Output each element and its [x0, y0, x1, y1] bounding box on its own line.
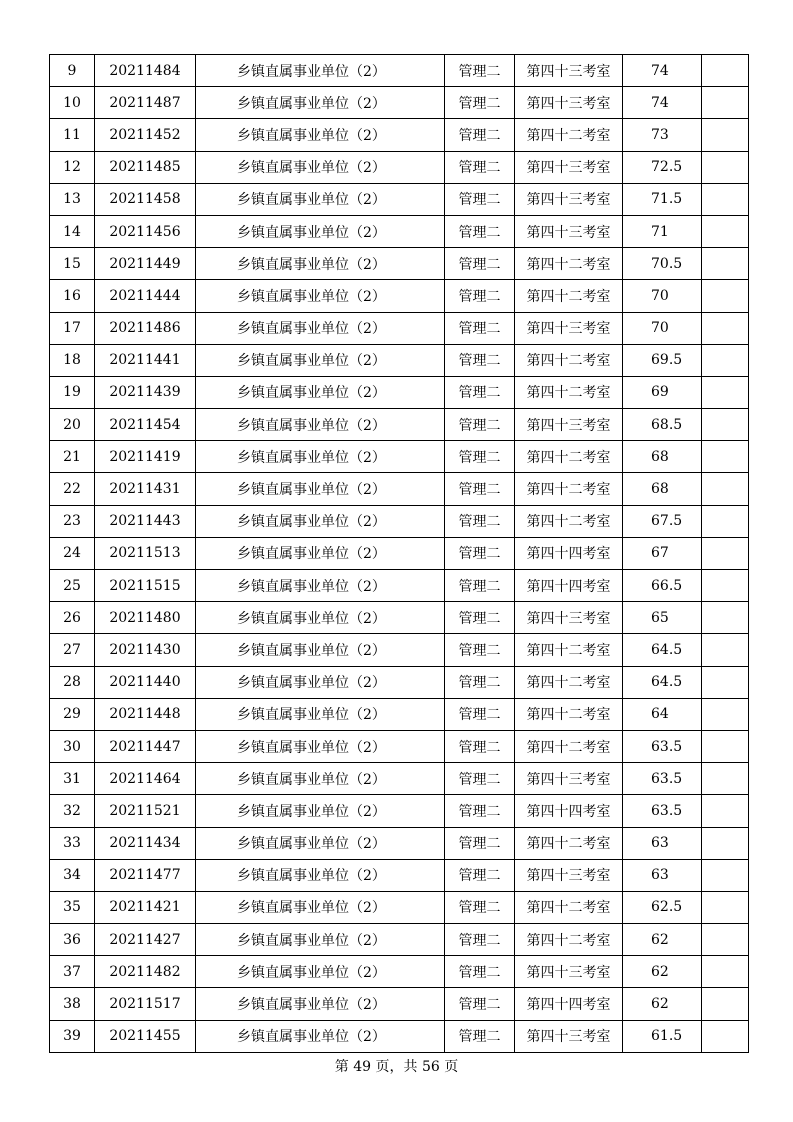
ticket-number-cell: 20211427 — [95, 924, 196, 956]
remark-cell — [702, 956, 749, 988]
score-cell: 63.5 — [623, 763, 702, 795]
remark-cell — [702, 87, 749, 119]
row-number-cell: 28 — [50, 666, 95, 698]
remark-cell — [702, 151, 749, 183]
unit-name-cell: 乡镇直属事业单位（2） — [196, 473, 445, 505]
row-number-cell: 14 — [50, 215, 95, 247]
ticket-number-cell: 20211421 — [95, 891, 196, 923]
remark-cell — [702, 537, 749, 569]
ticket-number-cell: 20211448 — [95, 698, 196, 730]
exam-room-cell: 第四十三考室 — [515, 763, 623, 795]
row-number-cell: 30 — [50, 730, 95, 762]
ticket-number-cell: 20211480 — [95, 602, 196, 634]
exam-room-cell: 第四十三考室 — [515, 55, 623, 87]
position-cell: 管理二 — [445, 602, 515, 634]
table-row — [50, 183, 749, 215]
exam-room-cell: 第四十二考室 — [515, 280, 623, 312]
unit-name-cell: 乡镇直属事业单位（2） — [196, 859, 445, 891]
table-row — [50, 924, 749, 956]
row-number-cell: 26 — [50, 602, 95, 634]
exam-room-cell: 第四十三考室 — [515, 312, 623, 344]
ticket-number-cell: 20211434 — [95, 827, 196, 859]
table-row — [50, 827, 749, 859]
unit-name-cell: 乡镇直属事业单位（2） — [196, 280, 445, 312]
row-number-cell: 36 — [50, 924, 95, 956]
position-cell: 管理二 — [445, 634, 515, 666]
unit-name-cell: 乡镇直属事业单位（2） — [196, 666, 445, 698]
exam-room-cell: 第四十二考室 — [515, 924, 623, 956]
exam-room-cell: 第四十四考室 — [515, 795, 623, 827]
unit-name-cell: 乡镇直属事业单位（2） — [196, 248, 445, 280]
unit-name-cell: 乡镇直属事业单位（2） — [196, 312, 445, 344]
score-cell: 63 — [623, 827, 702, 859]
position-cell: 管理二 — [445, 859, 515, 891]
row-number-cell: 18 — [50, 344, 95, 376]
score-cell: 68 — [623, 441, 702, 473]
unit-name-cell: 乡镇直属事业单位（2） — [196, 344, 445, 376]
exam-room-cell: 第四十三考室 — [515, 215, 623, 247]
table-row — [50, 537, 749, 569]
remark-cell — [702, 988, 749, 1020]
row-number-cell: 29 — [50, 698, 95, 730]
table-row — [50, 344, 749, 376]
position-cell: 管理二 — [445, 473, 515, 505]
row-number-cell: 27 — [50, 634, 95, 666]
row-number-cell: 10 — [50, 87, 95, 119]
ticket-number-cell: 20211485 — [95, 151, 196, 183]
row-number-cell: 16 — [50, 280, 95, 312]
position-cell: 管理二 — [445, 795, 515, 827]
score-cell: 69 — [623, 376, 702, 408]
table-body — [50, 55, 749, 1053]
table-row — [50, 891, 749, 923]
table-row — [50, 988, 749, 1020]
row-number-cell: 34 — [50, 859, 95, 891]
exam-room-cell: 第四十二考室 — [515, 505, 623, 537]
exam-room-cell: 第四十二考室 — [515, 827, 623, 859]
unit-name-cell: 乡镇直属事业单位（2） — [196, 698, 445, 730]
row-number-cell: 33 — [50, 827, 95, 859]
score-cell: 62 — [623, 956, 702, 988]
unit-name-cell: 乡镇直属事业单位（2） — [196, 441, 445, 473]
exam-room-cell: 第四十三考室 — [515, 956, 623, 988]
ticket-number-cell: 20211486 — [95, 312, 196, 344]
unit-name-cell: 乡镇直属事业单位（2） — [196, 119, 445, 151]
score-cell: 74 — [623, 55, 702, 87]
ticket-number-cell: 20211454 — [95, 409, 196, 441]
position-cell: 管理二 — [445, 891, 515, 923]
ticket-number-cell: 20211482 — [95, 956, 196, 988]
row-number-cell: 23 — [50, 505, 95, 537]
remark-cell — [702, 376, 749, 408]
position-cell: 管理二 — [445, 215, 515, 247]
table-row — [50, 312, 749, 344]
table-row — [50, 409, 749, 441]
remark-cell — [702, 280, 749, 312]
position-cell: 管理二 — [445, 55, 515, 87]
table-row — [50, 119, 749, 151]
table-row — [50, 602, 749, 634]
exam-room-cell: 第四十二考室 — [515, 730, 623, 762]
exam-room-cell: 第四十三考室 — [515, 859, 623, 891]
unit-name-cell: 乡镇直属事业单位（2） — [196, 891, 445, 923]
ticket-number-cell: 20211456 — [95, 215, 196, 247]
unit-name-cell: 乡镇直属事业单位（2） — [196, 505, 445, 537]
position-cell: 管理二 — [445, 763, 515, 795]
exam-room-cell: 第四十二考室 — [515, 344, 623, 376]
table-row — [50, 666, 749, 698]
ticket-number-cell: 20211431 — [95, 473, 196, 505]
ticket-number-cell: 20211447 — [95, 730, 196, 762]
row-number-cell: 31 — [50, 763, 95, 795]
position-cell: 管理二 — [445, 441, 515, 473]
ticket-number-cell: 20211464 — [95, 763, 196, 795]
table-row — [50, 698, 749, 730]
table-row — [50, 215, 749, 247]
position-cell: 管理二 — [445, 344, 515, 376]
row-number-cell: 37 — [50, 956, 95, 988]
position-cell: 管理二 — [445, 151, 515, 183]
page-footer — [0, 1056, 793, 1076]
score-cell: 66.5 — [623, 570, 702, 602]
ticket-number-cell: 20211449 — [95, 248, 196, 280]
position-cell: 管理二 — [445, 312, 515, 344]
row-number-cell: 25 — [50, 570, 95, 602]
table-row — [50, 87, 749, 119]
position-cell: 管理二 — [445, 409, 515, 441]
exam-room-cell: 第四十二考室 — [515, 473, 623, 505]
score-cell: 68 — [623, 473, 702, 505]
remark-cell — [702, 119, 749, 151]
exam-room-cell: 第四十二考室 — [515, 666, 623, 698]
unit-name-cell: 乡镇直属事业单位（2） — [196, 409, 445, 441]
unit-name-cell: 乡镇直属事业单位（2） — [196, 988, 445, 1020]
row-number-cell: 20 — [50, 409, 95, 441]
table-row — [50, 956, 749, 988]
unit-name-cell: 乡镇直属事业单位（2） — [196, 602, 445, 634]
ticket-number-cell: 20211484 — [95, 55, 196, 87]
remark-cell — [702, 55, 749, 87]
unit-name-cell: 乡镇直属事业单位（2） — [196, 376, 445, 408]
remark-cell — [702, 859, 749, 891]
remark-cell — [702, 183, 749, 215]
table-row — [50, 55, 749, 87]
table-row — [50, 505, 749, 537]
ticket-number-cell: 20211513 — [95, 537, 196, 569]
ticket-number-cell: 20211419 — [95, 441, 196, 473]
score-cell: 71 — [623, 215, 702, 247]
position-cell: 管理二 — [445, 666, 515, 698]
score-cell: 62 — [623, 988, 702, 1020]
score-cell: 74 — [623, 87, 702, 119]
exam-room-cell: 第四十三考室 — [515, 151, 623, 183]
remark-cell — [702, 409, 749, 441]
remark-cell — [702, 441, 749, 473]
ticket-number-cell: 20211455 — [95, 1020, 196, 1052]
ticket-number-cell: 20211439 — [95, 376, 196, 408]
ticket-number-cell: 20211515 — [95, 570, 196, 602]
row-number-cell: 11 — [50, 119, 95, 151]
unit-name-cell: 乡镇直属事业单位（2） — [196, 183, 445, 215]
table-row — [50, 634, 749, 666]
table-row — [50, 859, 749, 891]
exam-room-cell: 第四十二考室 — [515, 248, 623, 280]
results-table — [49, 54, 749, 1053]
remark-cell — [702, 312, 749, 344]
exam-room-cell: 第四十三考室 — [515, 87, 623, 119]
position-cell: 管理二 — [445, 956, 515, 988]
exam-room-cell: 第四十三考室 — [515, 1020, 623, 1052]
remark-cell — [702, 634, 749, 666]
score-cell: 62.5 — [623, 891, 702, 923]
exam-room-cell: 第四十三考室 — [515, 602, 623, 634]
unit-name-cell: 乡镇直属事业单位（2） — [196, 55, 445, 87]
score-cell: 64 — [623, 698, 702, 730]
position-cell: 管理二 — [445, 827, 515, 859]
unit-name-cell: 乡镇直属事业单位（2） — [196, 827, 445, 859]
row-number-cell: 9 — [50, 55, 95, 87]
table-row — [50, 473, 749, 505]
exam-room-cell: 第四十三考室 — [515, 409, 623, 441]
score-cell: 70.5 — [623, 248, 702, 280]
ticket-number-cell: 20211444 — [95, 280, 196, 312]
page-number-text: 第 49 页，共 56 页 — [334, 1059, 459, 1075]
position-cell: 管理二 — [445, 505, 515, 537]
unit-name-cell: 乡镇直属事业单位（2） — [196, 1020, 445, 1052]
score-cell: 70 — [623, 280, 702, 312]
row-number-cell: 12 — [50, 151, 95, 183]
remark-cell — [702, 473, 749, 505]
score-cell: 64.5 — [623, 666, 702, 698]
position-cell: 管理二 — [445, 280, 515, 312]
unit-name-cell: 乡镇直属事业单位（2） — [196, 570, 445, 602]
ticket-number-cell: 20211458 — [95, 183, 196, 215]
row-number-cell: 19 — [50, 376, 95, 408]
score-cell: 65 — [623, 602, 702, 634]
position-cell: 管理二 — [445, 698, 515, 730]
table-row — [50, 441, 749, 473]
score-cell: 67 — [623, 537, 702, 569]
score-cell: 73 — [623, 119, 702, 151]
table-row — [50, 248, 749, 280]
ticket-number-cell: 20211441 — [95, 344, 196, 376]
row-number-cell: 21 — [50, 441, 95, 473]
position-cell: 管理二 — [445, 119, 515, 151]
unit-name-cell: 乡镇直属事业单位（2） — [196, 956, 445, 988]
position-cell: 管理二 — [445, 537, 515, 569]
score-cell: 63.5 — [623, 730, 702, 762]
remark-cell — [702, 248, 749, 280]
score-cell: 72.5 — [623, 151, 702, 183]
score-cell: 63 — [623, 859, 702, 891]
score-cell: 71.5 — [623, 183, 702, 215]
ticket-number-cell: 20211452 — [95, 119, 196, 151]
remark-cell — [702, 827, 749, 859]
position-cell: 管理二 — [445, 730, 515, 762]
remark-cell — [702, 763, 749, 795]
table-row — [50, 151, 749, 183]
table-row — [50, 280, 749, 312]
remark-cell — [702, 344, 749, 376]
ticket-number-cell: 20211440 — [95, 666, 196, 698]
remark-cell — [702, 730, 749, 762]
position-cell: 管理二 — [445, 248, 515, 280]
exam-room-cell: 第四十二考室 — [515, 634, 623, 666]
row-number-cell: 39 — [50, 1020, 95, 1052]
position-cell: 管理二 — [445, 87, 515, 119]
remark-cell — [702, 505, 749, 537]
score-cell: 70 — [623, 312, 702, 344]
table-row — [50, 730, 749, 762]
exam-room-cell: 第四十三考室 — [515, 183, 623, 215]
remark-cell — [702, 215, 749, 247]
score-cell: 62 — [623, 924, 702, 956]
unit-name-cell: 乡镇直属事业单位（2） — [196, 151, 445, 183]
exam-room-cell: 第四十二考室 — [515, 119, 623, 151]
exam-room-cell: 第四十四考室 — [515, 570, 623, 602]
remark-cell — [702, 924, 749, 956]
table-row — [50, 376, 749, 408]
remark-cell — [702, 1020, 749, 1052]
ticket-number-cell: 20211517 — [95, 988, 196, 1020]
position-cell: 管理二 — [445, 376, 515, 408]
score-cell: 68.5 — [623, 409, 702, 441]
remark-cell — [702, 666, 749, 698]
exam-room-cell: 第四十二考室 — [515, 441, 623, 473]
table-row — [50, 763, 749, 795]
remark-cell — [702, 795, 749, 827]
position-cell: 管理二 — [445, 924, 515, 956]
remark-cell — [702, 602, 749, 634]
position-cell: 管理二 — [445, 988, 515, 1020]
exam-room-cell: 第四十二考室 — [515, 698, 623, 730]
unit-name-cell: 乡镇直属事业单位（2） — [196, 795, 445, 827]
ticket-number-cell: 20211521 — [95, 795, 196, 827]
table-row — [50, 1020, 749, 1052]
row-number-cell: 13 — [50, 183, 95, 215]
row-number-cell: 35 — [50, 891, 95, 923]
remark-cell — [702, 698, 749, 730]
exam-room-cell: 第四十二考室 — [515, 891, 623, 923]
unit-name-cell: 乡镇直属事业单位（2） — [196, 924, 445, 956]
score-cell: 61.5 — [623, 1020, 702, 1052]
score-cell: 69.5 — [623, 344, 702, 376]
score-cell: 64.5 — [623, 634, 702, 666]
row-number-cell: 24 — [50, 537, 95, 569]
table-row — [50, 570, 749, 602]
table-row — [50, 795, 749, 827]
ticket-number-cell: 20211430 — [95, 634, 196, 666]
unit-name-cell: 乡镇直属事业单位（2） — [196, 634, 445, 666]
remark-cell — [702, 891, 749, 923]
exam-room-cell: 第四十二考室 — [515, 376, 623, 408]
unit-name-cell: 乡镇直属事业单位（2） — [196, 730, 445, 762]
unit-name-cell: 乡镇直属事业单位（2） — [196, 537, 445, 569]
row-number-cell: 38 — [50, 988, 95, 1020]
row-number-cell: 17 — [50, 312, 95, 344]
exam-room-cell: 第四十四考室 — [515, 537, 623, 569]
score-cell: 67.5 — [623, 505, 702, 537]
score-cell: 63.5 — [623, 795, 702, 827]
remark-cell — [702, 570, 749, 602]
ticket-number-cell: 20211487 — [95, 87, 196, 119]
row-number-cell: 22 — [50, 473, 95, 505]
ticket-number-cell: 20211443 — [95, 505, 196, 537]
unit-name-cell: 乡镇直属事业单位（2） — [196, 215, 445, 247]
position-cell: 管理二 — [445, 570, 515, 602]
position-cell: 管理二 — [445, 1020, 515, 1052]
unit-name-cell: 乡镇直属事业单位（2） — [196, 87, 445, 119]
row-number-cell: 32 — [50, 795, 95, 827]
ticket-number-cell: 20211477 — [95, 859, 196, 891]
row-number-cell: 15 — [50, 248, 95, 280]
exam-room-cell: 第四十四考室 — [515, 988, 623, 1020]
position-cell: 管理二 — [445, 183, 515, 215]
unit-name-cell: 乡镇直属事业单位（2） — [196, 763, 445, 795]
